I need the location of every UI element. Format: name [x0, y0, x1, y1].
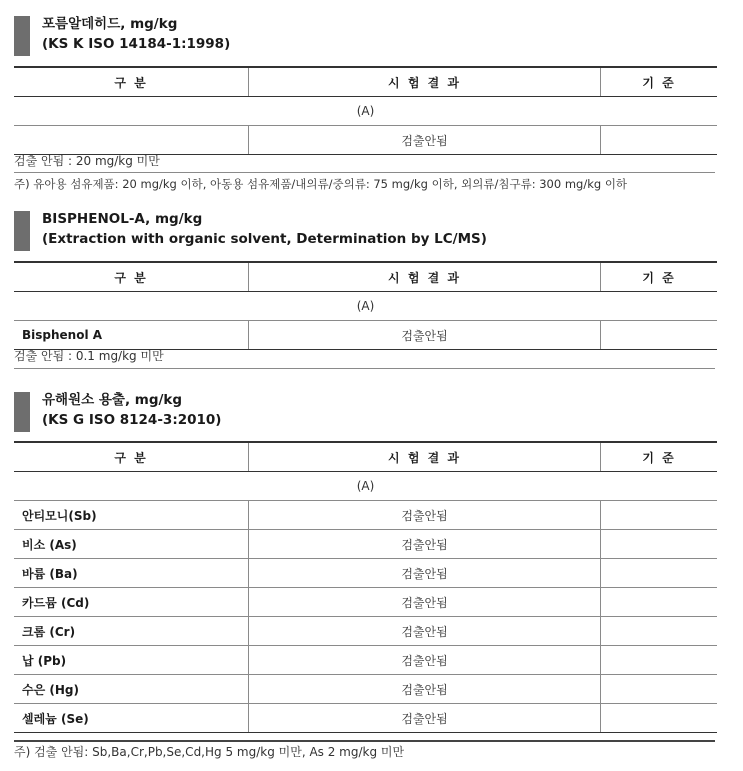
header-category: 구 분: [14, 262, 249, 292]
section-title-line2: (Extraction with organic solvent, Determination by LC/MS): [42, 231, 487, 247]
sample-label: (A): [14, 292, 717, 321]
row-result: 검출안됨: [249, 126, 601, 155]
row-result: 검출안됨: [249, 530, 601, 559]
row-result: 검출안됨: [249, 501, 601, 530]
table-row: [14, 675, 717, 704]
section-title: [42, 14, 230, 54]
section-title-line2: (KS K ISO 14184-1:1998): [42, 36, 231, 52]
sample-label: (A): [14, 97, 717, 126]
table-header-row: [14, 442, 717, 472]
row-result: 검출안됨: [249, 675, 601, 704]
header-standard: 기 준: [601, 442, 718, 472]
header-standard: 기 준: [601, 262, 718, 292]
divider: [14, 172, 715, 173]
row-result: 검출안됨: [249, 704, 601, 733]
table-header-row: [14, 262, 717, 292]
table-row: [14, 126, 717, 155]
row-standard: [601, 704, 718, 733]
standard-footnote: 주) 유아용 섬유제품: 20 mg/kg 이하, 아동용 섬유제품/내의류/중의류: 75 mg/kg 이하, 외의류/침구류: 300 mg/kg 이하: [14, 177, 628, 191]
row-item: Bisphenol A: [14, 321, 249, 350]
row-standard: [601, 588, 718, 617]
table-row: [14, 530, 717, 559]
table-row: [14, 646, 717, 675]
section-marker: [14, 211, 30, 251]
section-title-line2: (KS G ISO 8124-3:2010): [42, 412, 222, 428]
section-title: [42, 390, 221, 430]
section-formaldehyde-header: [14, 14, 714, 58]
table-header-row: [14, 67, 717, 97]
header-result: 시 험 결 과: [249, 262, 601, 292]
table-subheader-row: [14, 292, 717, 321]
row-standard: [601, 321, 718, 350]
table-row: [14, 617, 717, 646]
row-item: 바륨 (Ba): [14, 559, 249, 588]
row-result: 검출안됨: [249, 617, 601, 646]
table-subheader-row: [14, 472, 717, 501]
section-title-line1: 유해원소 용출, mg/kg: [42, 392, 183, 408]
row-standard: [601, 559, 718, 588]
detection-limit-note: 주) 검출 안됨: Sb,Ba,Cr,Pb,Se,Cd,Hg 5 mg/kg 미만, As 2 mg/kg 미만: [14, 745, 405, 759]
row-item: 비소 (As): [14, 530, 249, 559]
divider: [14, 368, 715, 369]
detection-limit-note: 검출 안됨 : 20 mg/kg 미만: [14, 154, 160, 168]
table-row: [14, 704, 717, 733]
row-result: 검출안됨: [249, 646, 601, 675]
table-row: [14, 321, 717, 350]
section-elements-header: [14, 390, 714, 434]
bisphenol-table: [14, 261, 717, 350]
row-result: 검출안됨: [249, 321, 601, 350]
row-item: 수은 (Hg): [14, 675, 249, 704]
section-title: [42, 209, 487, 249]
row-standard: [601, 617, 718, 646]
row-item: 납 (Pb): [14, 646, 249, 675]
formaldehyde-table: [14, 66, 717, 155]
divider: [14, 740, 715, 742]
row-item: 안티모니(Sb): [14, 501, 249, 530]
header-standard: 기 준: [601, 67, 718, 97]
table-row: [14, 588, 717, 617]
table-subheader-row: [14, 97, 717, 126]
row-standard: [601, 126, 718, 155]
row-item: 셀레늄 (Se): [14, 704, 249, 733]
sample-label: (A): [14, 472, 717, 501]
section-marker: [14, 16, 30, 56]
header-result: 시 험 결 과: [249, 442, 601, 472]
row-standard: [601, 646, 718, 675]
table-row: [14, 559, 717, 588]
row-standard: [601, 501, 718, 530]
elements-table: [14, 441, 717, 733]
header-result: 시 험 결 과: [249, 67, 601, 97]
section-title-line1: 포름알데히드, mg/kg: [42, 16, 178, 32]
table-row: [14, 501, 717, 530]
row-item: 카드뮴 (Cd): [14, 588, 249, 617]
row-result: 검출안됨: [249, 559, 601, 588]
row-standard: [601, 530, 718, 559]
header-category: 구 분: [14, 67, 249, 97]
row-item: 크롬 (Cr): [14, 617, 249, 646]
section-title-line1: BISPHENOL-A, mg/kg: [42, 211, 203, 227]
row-item: [14, 126, 249, 155]
section-bisphenol-header: [14, 209, 714, 253]
section-marker: [14, 392, 30, 432]
row-standard: [601, 675, 718, 704]
header-category: 구 분: [14, 442, 249, 472]
detection-limit-note: 검출 안됨 : 0.1 mg/kg 미만: [14, 349, 164, 363]
row-result: 검출안됨: [249, 588, 601, 617]
